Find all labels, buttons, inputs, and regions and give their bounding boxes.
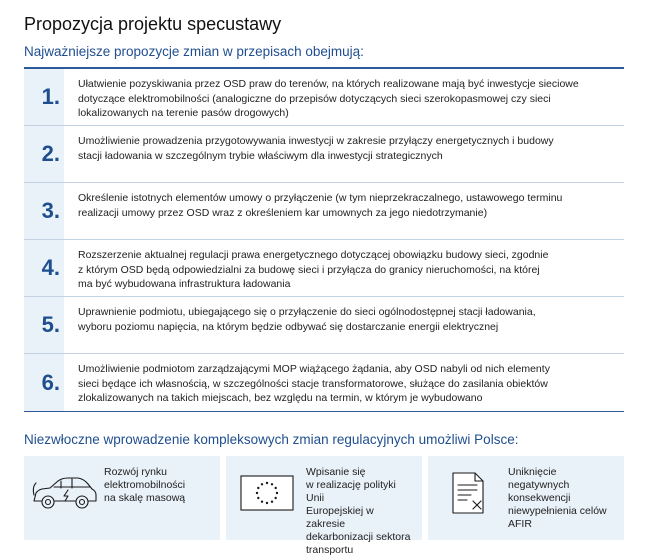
benefits-cards <box>24 456 624 556</box>
proposal-line: realizacji umowy przez OSD wraz z określeniem kar umownych za jego niedotrzymanie) <box>78 206 488 219</box>
proposal-line: stacji ładowania w szczególnym trybie właściwym dla inwestycji strategicznych <box>78 149 443 162</box>
benefit-line: Wpisanie się <box>306 466 366 478</box>
proposal-item <box>24 69 624 126</box>
benefit-line: elektromobilności <box>104 479 186 491</box>
proposal-number: 1. <box>41 84 60 109</box>
eu-flag-icon <box>234 470 300 516</box>
benefit-card <box>24 456 220 540</box>
proposal-text <box>64 240 624 296</box>
proposal-number-cell <box>24 126 64 182</box>
benefit-line: Uniknięcie negatywnych <box>508 466 570 491</box>
proposal-number-cell <box>24 354 64 411</box>
proposal-item <box>24 354 624 412</box>
proposal-line: wyboru poziomu napięcia, na którym będzie odbywać się dostarczanie energii elektrycznej <box>78 320 499 333</box>
proposal-number-cell <box>24 297 64 353</box>
benefit-text <box>300 466 414 557</box>
proposal-number-cell <box>24 183 64 239</box>
proposal-number: 4. <box>41 255 60 280</box>
proposal-line: Określenie istotnych elementów umowy o przyłączenie (w tym nieprzekraczalnego, ustawowego terminu <box>78 192 563 204</box>
proposal-item <box>24 297 624 354</box>
proposal-line: Umożliwienie podmiotom zarządzającymi MOP wiążącego żądania, aby OSD nabyli od nich elementy <box>78 363 550 375</box>
benefit-text <box>98 466 185 505</box>
proposal-text <box>64 183 624 239</box>
proposal-number: 6. <box>41 369 60 395</box>
proposal-text <box>64 297 624 353</box>
proposals-subtitle: Najważniejsze propozycje zmian w przepisach obejmują: <box>24 44 364 59</box>
proposal-number-cell <box>24 69 64 125</box>
benefit-line: dekarbonizacji sektora <box>306 531 411 543</box>
proposal-number: 2. <box>41 141 60 166</box>
page-title: Propozycja projektu specustawy <box>24 14 282 34</box>
proposal-text <box>64 354 624 411</box>
proposal-number-cell <box>24 240 64 296</box>
proposal-line: zlokalizowanych na takich miejscach, bez względu na termin, w którym je wybudowano <box>78 392 483 404</box>
proposal-line: dotyczące elektromobilności (analogiczne do przepisów dotyczących sieci szerokopasmowej czy sieci <box>78 92 551 105</box>
benefit-text <box>502 466 616 531</box>
benefit-line: niewypełnienia celów <box>508 505 607 517</box>
proposal-number: 5. <box>41 312 60 337</box>
benefit-line: AFIR <box>508 518 532 530</box>
proposal-item <box>24 183 624 240</box>
proposal-line: ma być wybudowana infrastruktura ładowania <box>78 278 291 290</box>
proposal-line: lokalizowanych na terenie pasów drogowych) <box>78 107 289 119</box>
benefits-title: Niezwłoczne wprowadzenie kompleksowych zmian regulacyjnych umożliwi Polsce: <box>24 432 519 447</box>
proposal-text <box>64 126 624 182</box>
benefit-line: Europejskiej w zakresie <box>306 505 374 530</box>
proposal-line: Uprawnienie podmiotu, ubiegającego się o przyłączenie do sieci ogólnodostępnej stacji ładowania, <box>78 306 536 318</box>
proposal-text <box>64 69 624 125</box>
proposal-line: Umożliwienie prowadzenia przygotowywania inwestycji w zakresie przyłączy energetycznych i budowy <box>78 135 554 147</box>
benefit-card <box>428 456 624 540</box>
proposal-item <box>24 240 624 297</box>
benefit-line: konsekwencji <box>508 492 571 504</box>
benefit-line: w realizację polityki Unii <box>306 479 396 504</box>
proposal-line: Ułatwienie pozyskiwania przez OSD praw do terenów, na których realizowane mają być inwestycje sieciowe <box>78 78 579 90</box>
electric-car-icon <box>32 470 98 516</box>
proposal-line: sieci będące ich własnością, w szczególności stacje transformatorowe, służące do zasilania obiektów <box>78 377 548 390</box>
proposal-line: z którym OSD będą odpowiedzialni za budowę sieci i przyłącza do granicy nieruchomości, na której <box>78 263 540 276</box>
benefit-line: na skalę masową <box>104 492 186 504</box>
proposal-number: 3. <box>41 198 60 223</box>
benefit-card <box>226 456 422 556</box>
benefit-line: Rozwój rynku <box>104 466 168 478</box>
proposal-item <box>24 126 624 183</box>
benefit-line: transportu <box>306 544 354 556</box>
proposal-line: Rozszerzenie aktualnej regulacji prawa energetycznego dotyczącej obowiązku budowy sieci, zgodnie <box>78 249 549 261</box>
proposals-list <box>24 69 624 412</box>
cancelled-document-icon <box>436 470 502 516</box>
